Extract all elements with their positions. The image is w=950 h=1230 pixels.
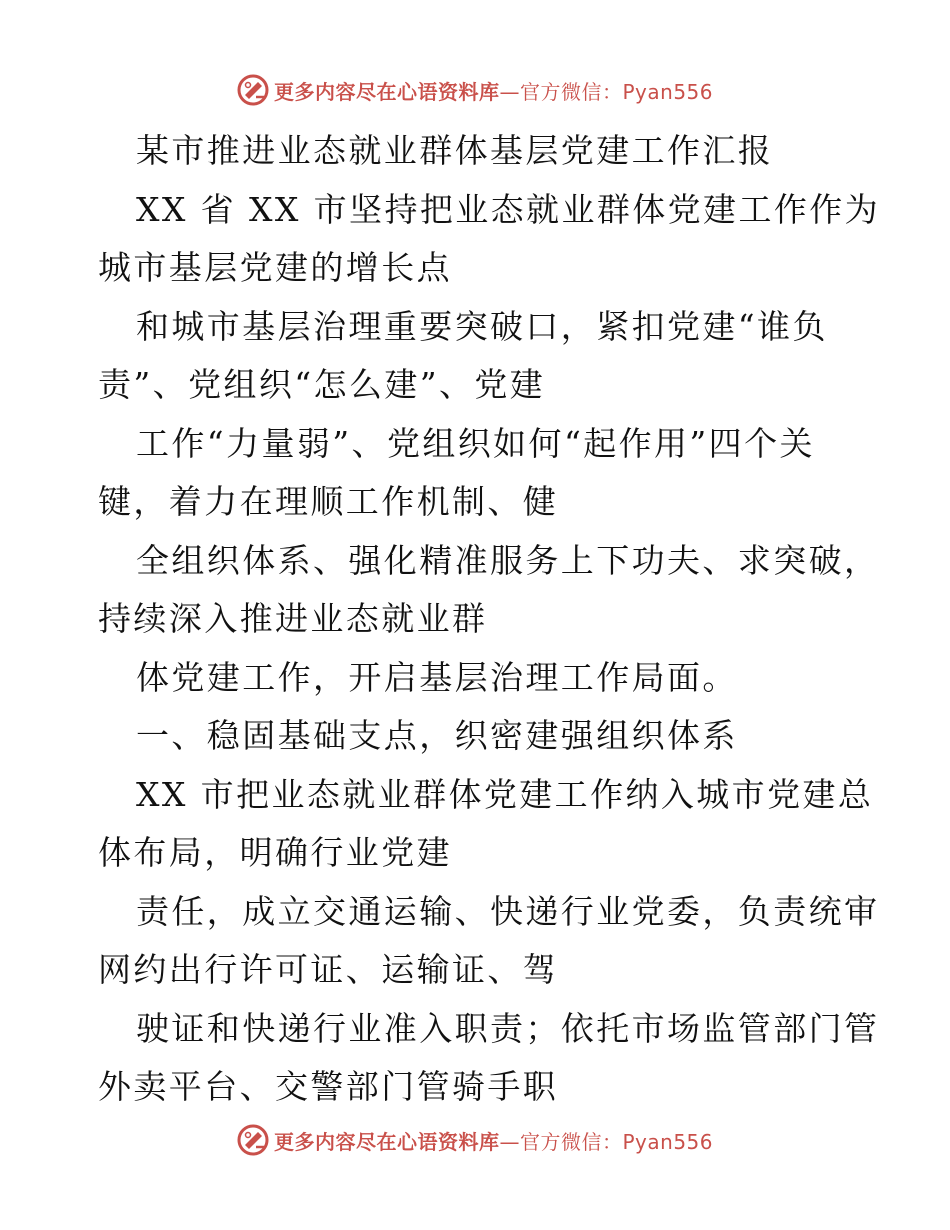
text-line: 体党建工作，开启基层治理工作局面。 <box>136 657 738 697</box>
text-line: XX 省 XX 市坚持把业态就业群体党建工作作为 <box>136 189 881 229</box>
logo-icon <box>236 73 270 107</box>
footer-banner <box>236 1122 713 1158</box>
header-banner <box>236 72 713 108</box>
logo-icon <box>236 1123 270 1157</box>
banner-title: 更多内容尽在心语资料库 <box>274 79 500 104</box>
text-line: 外卖平台、交警部门管骑手职 <box>98 1067 559 1106</box>
banner-title: 更多内容尽在心语资料库 <box>274 1129 500 1154</box>
text-line: 一、稳固基础支点，织密建强组织体系 <box>136 716 738 755</box>
text-line: 网约出行许可证、运输证、驾 <box>98 950 559 989</box>
text-line: 城市基层党建的增长点 <box>98 248 452 287</box>
banner-wechat: —官方微信：Pyan556 <box>499 79 714 104</box>
banner-wechat: —官方微信：Pyan556 <box>499 1129 714 1154</box>
text-line: XX 市把业态就业群体党建工作纳入城市党建总 <box>136 774 874 814</box>
text-line: 全组织体系、强化精准服务上下功夫、求突破， <box>136 540 880 580</box>
text-line: 持续深入推进业态就业群 <box>98 599 488 638</box>
document-body <box>98 122 881 1117</box>
text-line: 责任，成立交通运输、快递行业党委，负责统审 <box>136 891 880 931</box>
text-line: 驶证和快递行业准入职责；依托市场监管部门管 <box>136 1008 880 1048</box>
text-line: 某市推进业态就业群体基层党建工作汇报 <box>136 131 774 170</box>
text-line: 和城市基层治理重要突破口，紧扣党建“谁负 <box>136 306 828 346</box>
text-line: 体布局，明确行业党建 <box>98 833 452 872</box>
text-line: 工作“力量弱”、党组织如何“起作用”四个关 <box>136 423 815 463</box>
text-line: 责”、党组织“怎么建”、党建 <box>98 365 546 404</box>
text-line: 键，着力在理顺工作机制、健 <box>98 482 559 521</box>
